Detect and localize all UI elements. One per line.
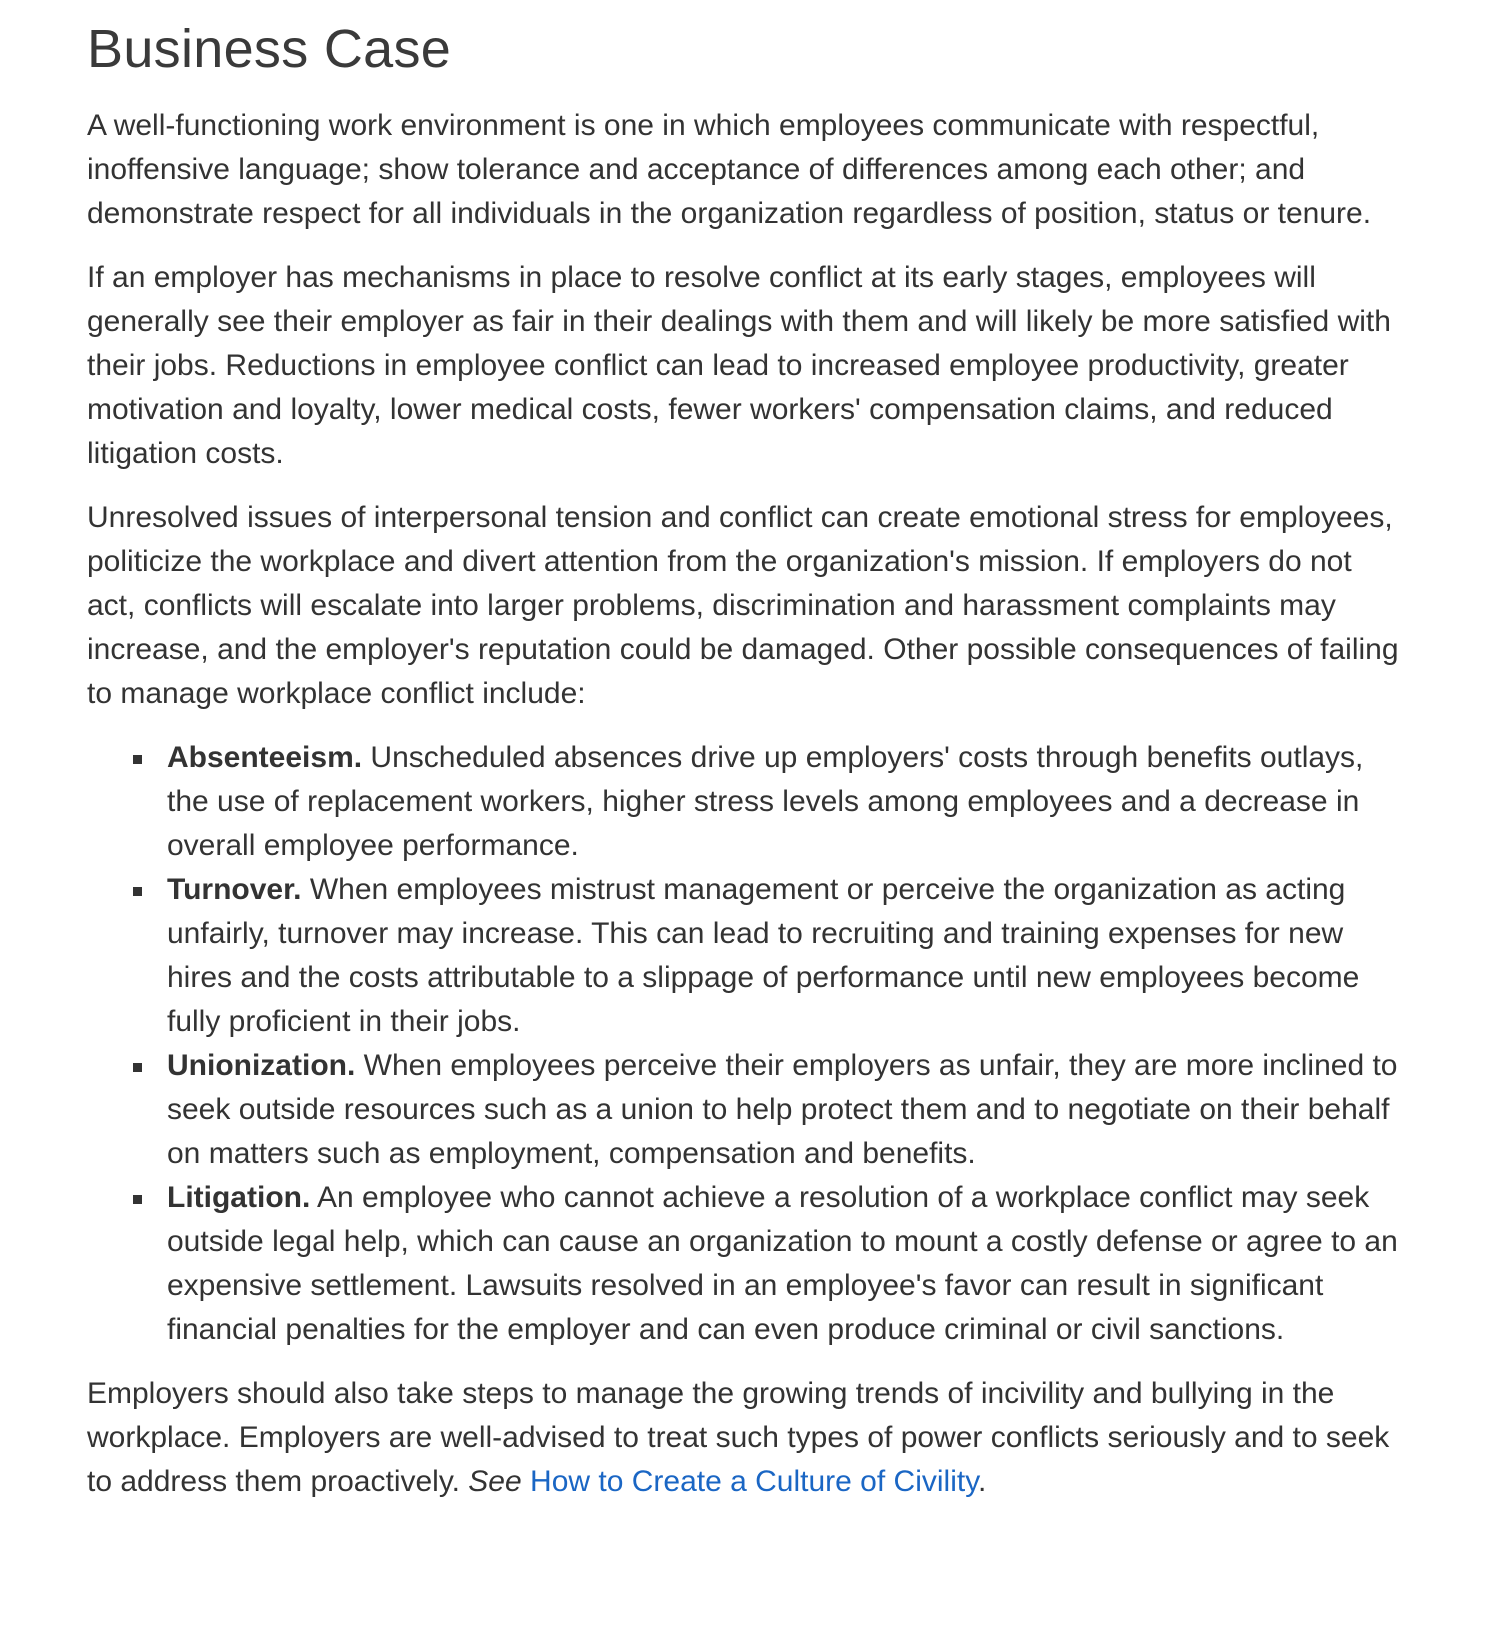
list-item-term: Litigation. — [167, 1181, 311, 1214]
list-item-text: Unscheduled absences drive up employers' costs through benefits outlays, the use of replacement workers, higher stress levels among employees and a decrease in overall employee performance. — [167, 741, 1364, 862]
square-bullet-icon — [133, 1063, 142, 1072]
see-label: See — [468, 1465, 522, 1498]
list-item-term: Turnover. — [167, 873, 302, 906]
list-item-absenteeism — [167, 736, 1407, 868]
square-bullet-icon — [133, 887, 142, 896]
list-item-litigation — [167, 1176, 1407, 1352]
list-item-text: An employee who cannot achieve a resolution of a workplace conflict may seek outside legal help, which can cause an organization to mount a costly defense or agree to an expensive settlement. Lawsuits resolved in an employee's favor can result in significant financial penalties for the employer and can even produce criminal or civil sanctions. — [167, 1181, 1398, 1346]
closing-period: . — [977, 1465, 987, 1498]
consequences-list — [87, 736, 1407, 1352]
list-item-unionization — [167, 1044, 1407, 1176]
list-item-text: When employees mistrust management or perceive the organization as acting unfairly, turnover may increase. This can lead to recruiting and training expenses for new hires and the costs attributable to a slippage of performance until new employees become fully proficient in their jobs. — [167, 873, 1360, 1038]
list-item-turnover — [167, 868, 1407, 1044]
closing-text: Employers should also take steps to manage the growing trends of incivility and bullying in the workplace. Employers are well-advised to treat such types of power conflicts seriously and to seek to address them proactively. — [87, 1377, 1390, 1498]
square-bullet-icon — [133, 1195, 142, 1204]
civility-article-link[interactable]: How to Create a Culture of Civility — [530, 1465, 978, 1498]
list-item-term: Absenteeism. — [167, 741, 363, 774]
paragraph-early-resolution: If an employer has mechanisms in place to resolve conflict at its early stages, employees will generally see their employer as fair in their dealings with them and will likely be more satisfied with their jobs. Reductions in employee conflict can lead to increased employee productivity, greater motivation and loyalty, lower medical costs, fewer workers' compensation claims, and reduced litigation costs. — [87, 261, 1391, 470]
list-item-text: When employees perceive their employers as unfair, they are more inclined to seek outside resources such as a union to help protect them and to negotiate on their behalf on matters such as employment, compensation and benefits. — [167, 1049, 1398, 1170]
paragraph-closing — [87, 1372, 1407, 1504]
paragraph-unresolved-issues: Unresolved issues of interpersonal tension and conflict can create emotional stress for employees, politicize the workplace and divert attention from the organization's mission. If employers do not act, conflicts will escalate into larger problems, discrimination and harassment complaints may increase, and the employer's reputation could be damaged. Other possible consequences of failing to manage workplace conflict include: — [87, 501, 1399, 710]
article — [87, 14, 1407, 1524]
list-item-term: Unionization. — [167, 1049, 356, 1082]
paragraph-intro: A well-functioning work environment is one in which employees communicate with respectful, inoffensive language; show tolerance and acceptance of differences among each other; and demonstrate respect for all individuals in the organization regardless of position, status or tenure. — [87, 109, 1372, 230]
page-title: Business Case — [87, 19, 452, 79]
square-bullet-icon — [133, 755, 142, 764]
